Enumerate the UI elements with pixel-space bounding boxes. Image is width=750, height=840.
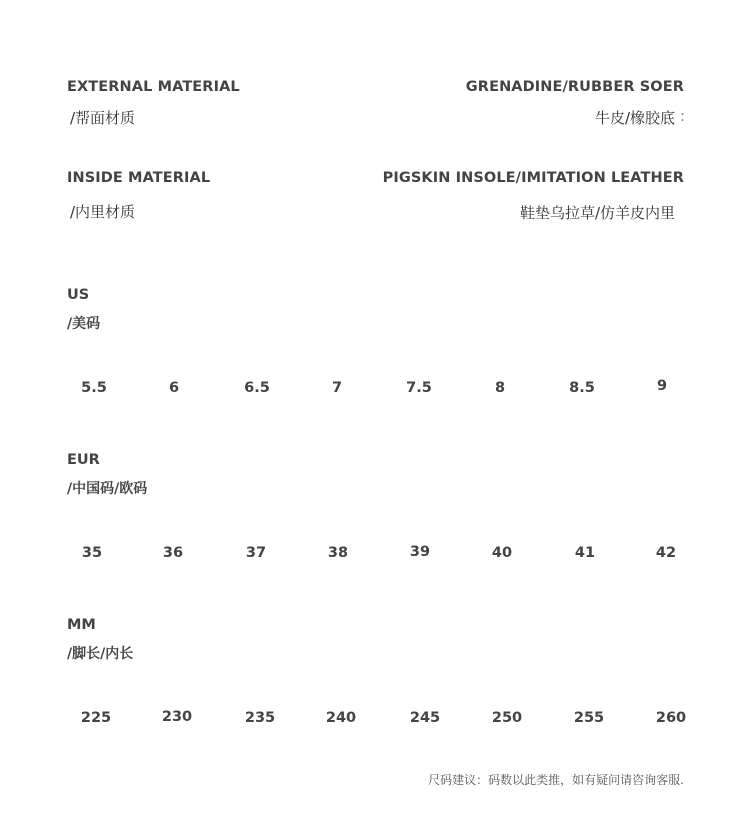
- clipped-glyph: :: [680, 107, 686, 125]
- eur-size-cell: 37: [245, 545, 267, 561]
- inside-material-value: PIGSKIN INSOLE/IMITATION LEATHER: [382, 170, 684, 186]
- us-size-cell: 6.5: [244, 380, 270, 396]
- size-advice-footnote: 尺码建议：码数以此类推，如有疑问请咨询客服.: [428, 773, 684, 787]
- us-size-cell: 7.5: [406, 380, 432, 396]
- mm-size-label: MM: [67, 617, 96, 633]
- us-size-label-cn: /美码: [67, 316, 101, 332]
- mm-size-cell: 255: [573, 710, 605, 726]
- mm-size-cell: 260: [655, 710, 687, 726]
- eur-size-cell: 42: [655, 545, 677, 561]
- eur-size-cell: 36: [162, 545, 184, 561]
- mm-size-cell: 240: [325, 710, 357, 726]
- inside-material-value-cn: 鞋垫乌拉草/仿羊皮内里: [519, 204, 675, 222]
- mm-size-label-cn: /脚长/内长: [67, 646, 134, 662]
- eur-size-cell: 39: [409, 544, 431, 560]
- external-material-label: EXTERNAL MATERIAL: [67, 79, 240, 95]
- mm-size-cell: 235: [244, 710, 276, 726]
- eur-size-cell: 35: [81, 545, 103, 561]
- mm-size-cell: 225: [80, 710, 112, 726]
- us-size-label: US: [67, 287, 90, 303]
- eur-size-cell: 40: [491, 545, 513, 561]
- us-size-cell: 8.5: [569, 380, 595, 396]
- eur-size-label: EUR: [67, 452, 100, 468]
- eur-size-cell: 41: [574, 545, 596, 561]
- mm-size-cell: 230: [161, 709, 193, 725]
- eur-size-cell: 38: [327, 545, 349, 561]
- us-size-cell: 6: [168, 380, 180, 396]
- mm-size-cell: 250: [491, 710, 523, 726]
- external-material-value: GRENADINE/RUBBER SOER: [465, 79, 684, 95]
- us-size-row: [0, 380, 750, 400]
- eur-size-row: [0, 545, 750, 565]
- external-material-label-cn: /帮面材质: [70, 109, 136, 127]
- external-material-value-cn: 牛皮/橡胶底: [594, 109, 675, 127]
- us-size-cell: 5.5: [81, 380, 107, 396]
- us-size-cell: 8: [494, 380, 506, 396]
- inside-material-label: INSIDE MATERIAL: [67, 170, 211, 186]
- us-size-cell: 7: [331, 380, 343, 396]
- mm-size-row: [0, 710, 750, 730]
- inside-material-label-cn: /内里材质: [70, 203, 136, 221]
- eur-size-label-cn: /中国码/欧码: [67, 481, 148, 497]
- mm-size-cell: 245: [409, 710, 441, 726]
- us-size-cell: 9: [656, 378, 668, 394]
